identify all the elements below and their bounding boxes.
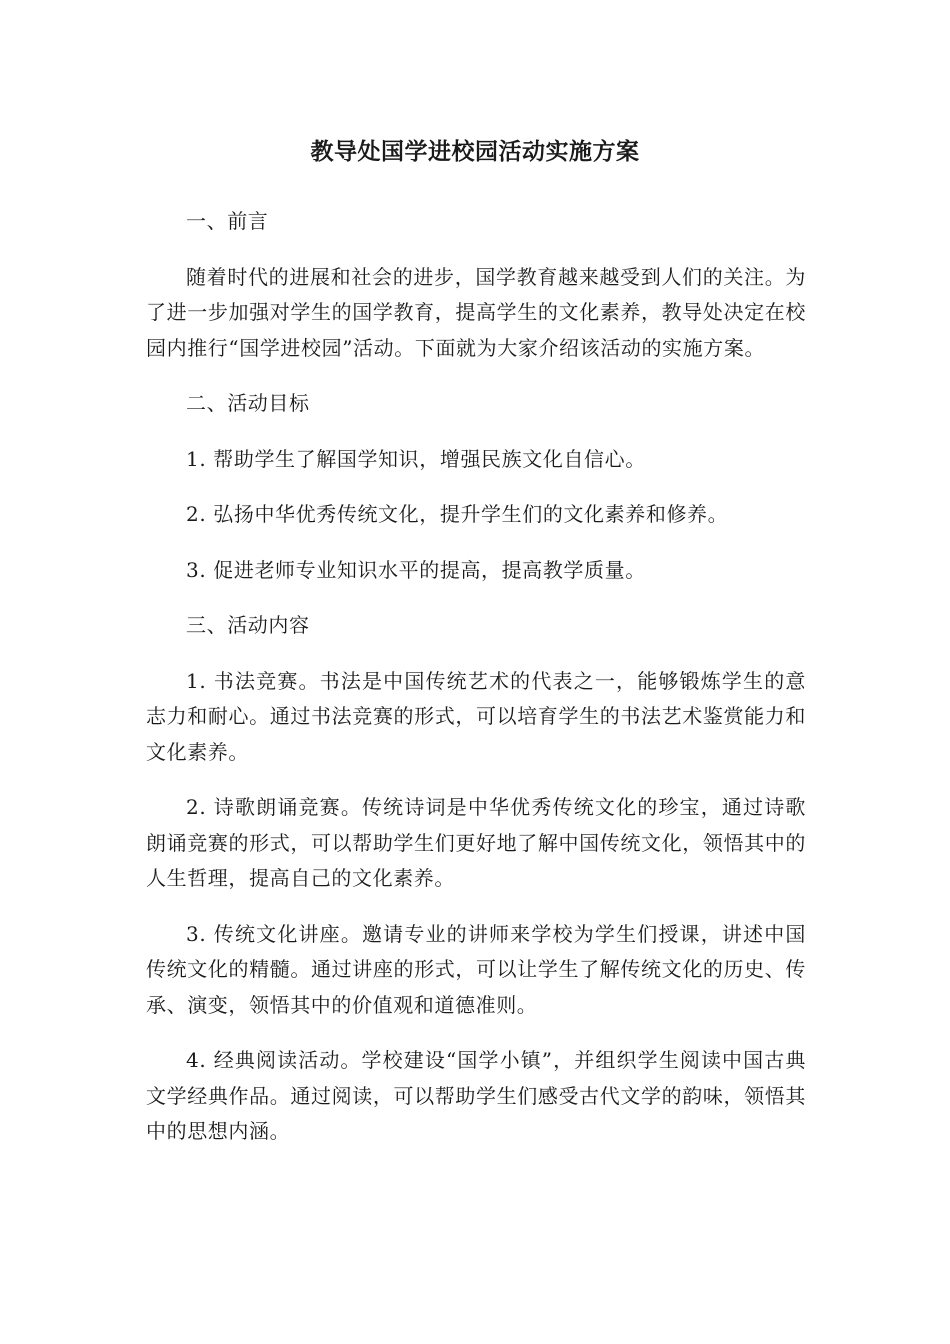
section-heading-content: 三、活动内容 [186,613,310,637]
paragraph-preface: 随着时代的进展和社会的进步，国学教育越来越受到人们的关注。为了进一步加强对学生的国学教育，提高学生的文化素养，教导处决定在校园内推行“国学进校园”活动。下面就为大家介绍该活动的实施方案。 [146,264,806,360]
goal-item-1: 1. 帮助学生了解国学知识，增强民族文化自信心。 [186,446,646,471]
section-heading-preface: 一、前言 [186,209,269,233]
content-item-poetry: 2. 诗歌朗诵竞赛。传统诗词是中华优秀传统文化的珍宝，通过诗歌朗诵竞赛的形式，可以帮助学生们更好地了解中国传统文化，领悟其中的人生哲理，提高自己的文化素养。 [146,795,806,890]
content-item-calligraphy: 1. 书法竞赛。书法是中国传统艺术的代表之一，能够锻炼学生的意志力和耐心。通过书法竞赛的形式，可以培育学生的书法艺术鉴赏能力和文化素养。 [146,668,806,764]
content-item-reading: 4. 经典阅读活动。学校建设“国学小镇”，并组织学生阅读中国古典文学经典作品。通过阅读，可以帮助学生们感受古代文学的韵味，领悟其中的思想内涵。 [146,1048,806,1143]
document-title: 教导处国学进校园活动实施方案 [310,139,640,165]
section-heading-goals: 二、活动目标 [186,391,310,415]
document-body [146,204,806,1150]
content-item-lecture: 3. 传统文化讲座。邀请专业的讲师来学校为学生们授课，讲述中国传统文化的精髓。通过讲座的形式，可以让学生了解传统文化的历史、传承、演变，领悟其中的价值观和道德准则。 [146,921,806,1017]
goal-item-2: 2. 弘扬中华优秀传统文化，提升学生们的文化素养和修养。 [186,502,729,526]
goal-item-3: 3. 促进老师专业知识水平的提高，提高教学质量。 [186,557,646,582]
